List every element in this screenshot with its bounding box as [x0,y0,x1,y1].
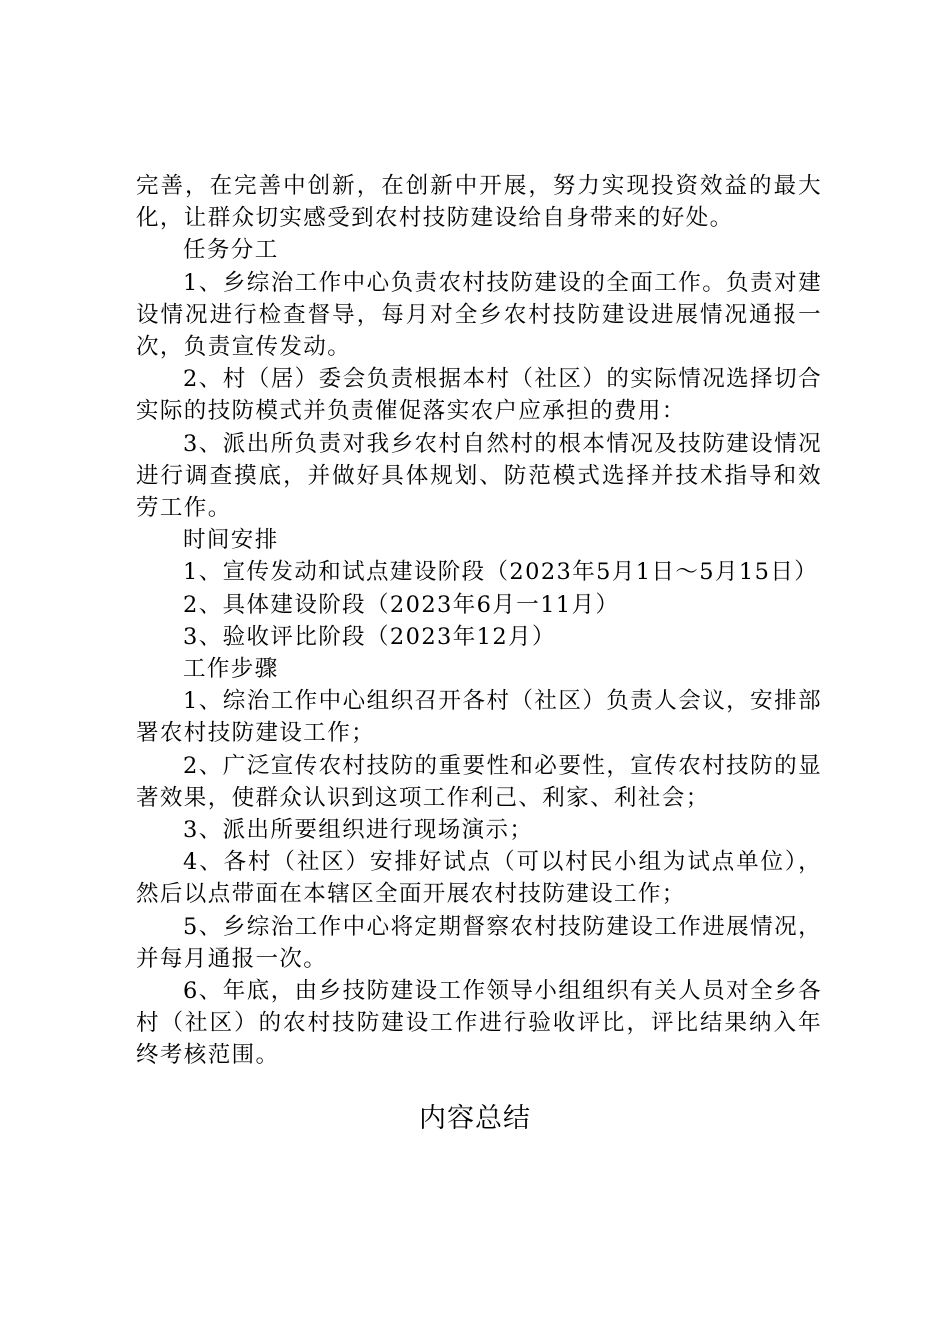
step-item-6: 6、年底，由乡技防建设工作领导小组组织有关人员对全乡各村（社区）的农村技防建设工作进行验收评比，评比结果纳入年终考核范围。 [136,978,822,1069]
step-item-1: 1、综治工作中心组织召开各村（社区）负责人会议，安排部署农村技防建设工作； [136,688,822,747]
task-item-1: 1、乡综治工作中心负责农村技防建设的全面工作。负责对建设情况进行检查督导，每月对全乡农村技防建设进展情况通报一次，负责宣传发动。 [136,269,822,361]
schedule-item-1: 1、宣传发动和试点建设阶段（2023年5月1日～5月15日） [183,559,819,586]
schedule-item-3: 3、验收评比阶段（2023年12月） [183,623,556,650]
heading-schedule: 时间安排 [183,527,279,554]
document-body [136,170,822,1072]
summary-title: 内容总结 [419,1103,531,1134]
heading-task-division: 任务分工 [183,237,279,264]
task-item-2: 2、村（居）委会负责根据本村（社区）的实际情况选择切合实际的技防模式并负责催促落实农户应承担的费用： [136,366,822,425]
heading-work-steps: 工作步骤 [183,656,279,683]
step-item-5: 5、乡综治工作中心将定期督察农村技防建设工作进展情况，并每月通报一次。 [136,913,822,972]
schedule-item-2: 2、具体建设阶段（2023年6月一11月） [183,591,620,618]
task-item-3: 3、派出所负责对我乡农村自然村的根本情况及技防建设情况进行调查摸底，并做好具体规划、防范模式选择并技术指导和效劳工作。 [136,430,822,522]
step-item-4: 4、各村（社区）安排好试点（可以村民小组为试点单位），然后以点带面在本辖区全面开展农村技防建设工作； [136,849,822,908]
step-item-3: 3、派出所要组织进行现场演示； [183,817,534,844]
paragraph-intro: 完善，在完善中创新，在创新中开展，努力实现投资效益的最大化，让群众切实感受到农村技防建设给自身带来的好处。 [136,173,822,232]
step-item-2: 2、广泛宣传农村技防的重要性和必要性，宣传农村技防的显著效果，使群众认识到这项工作利己、利家、利社会； [136,752,822,811]
